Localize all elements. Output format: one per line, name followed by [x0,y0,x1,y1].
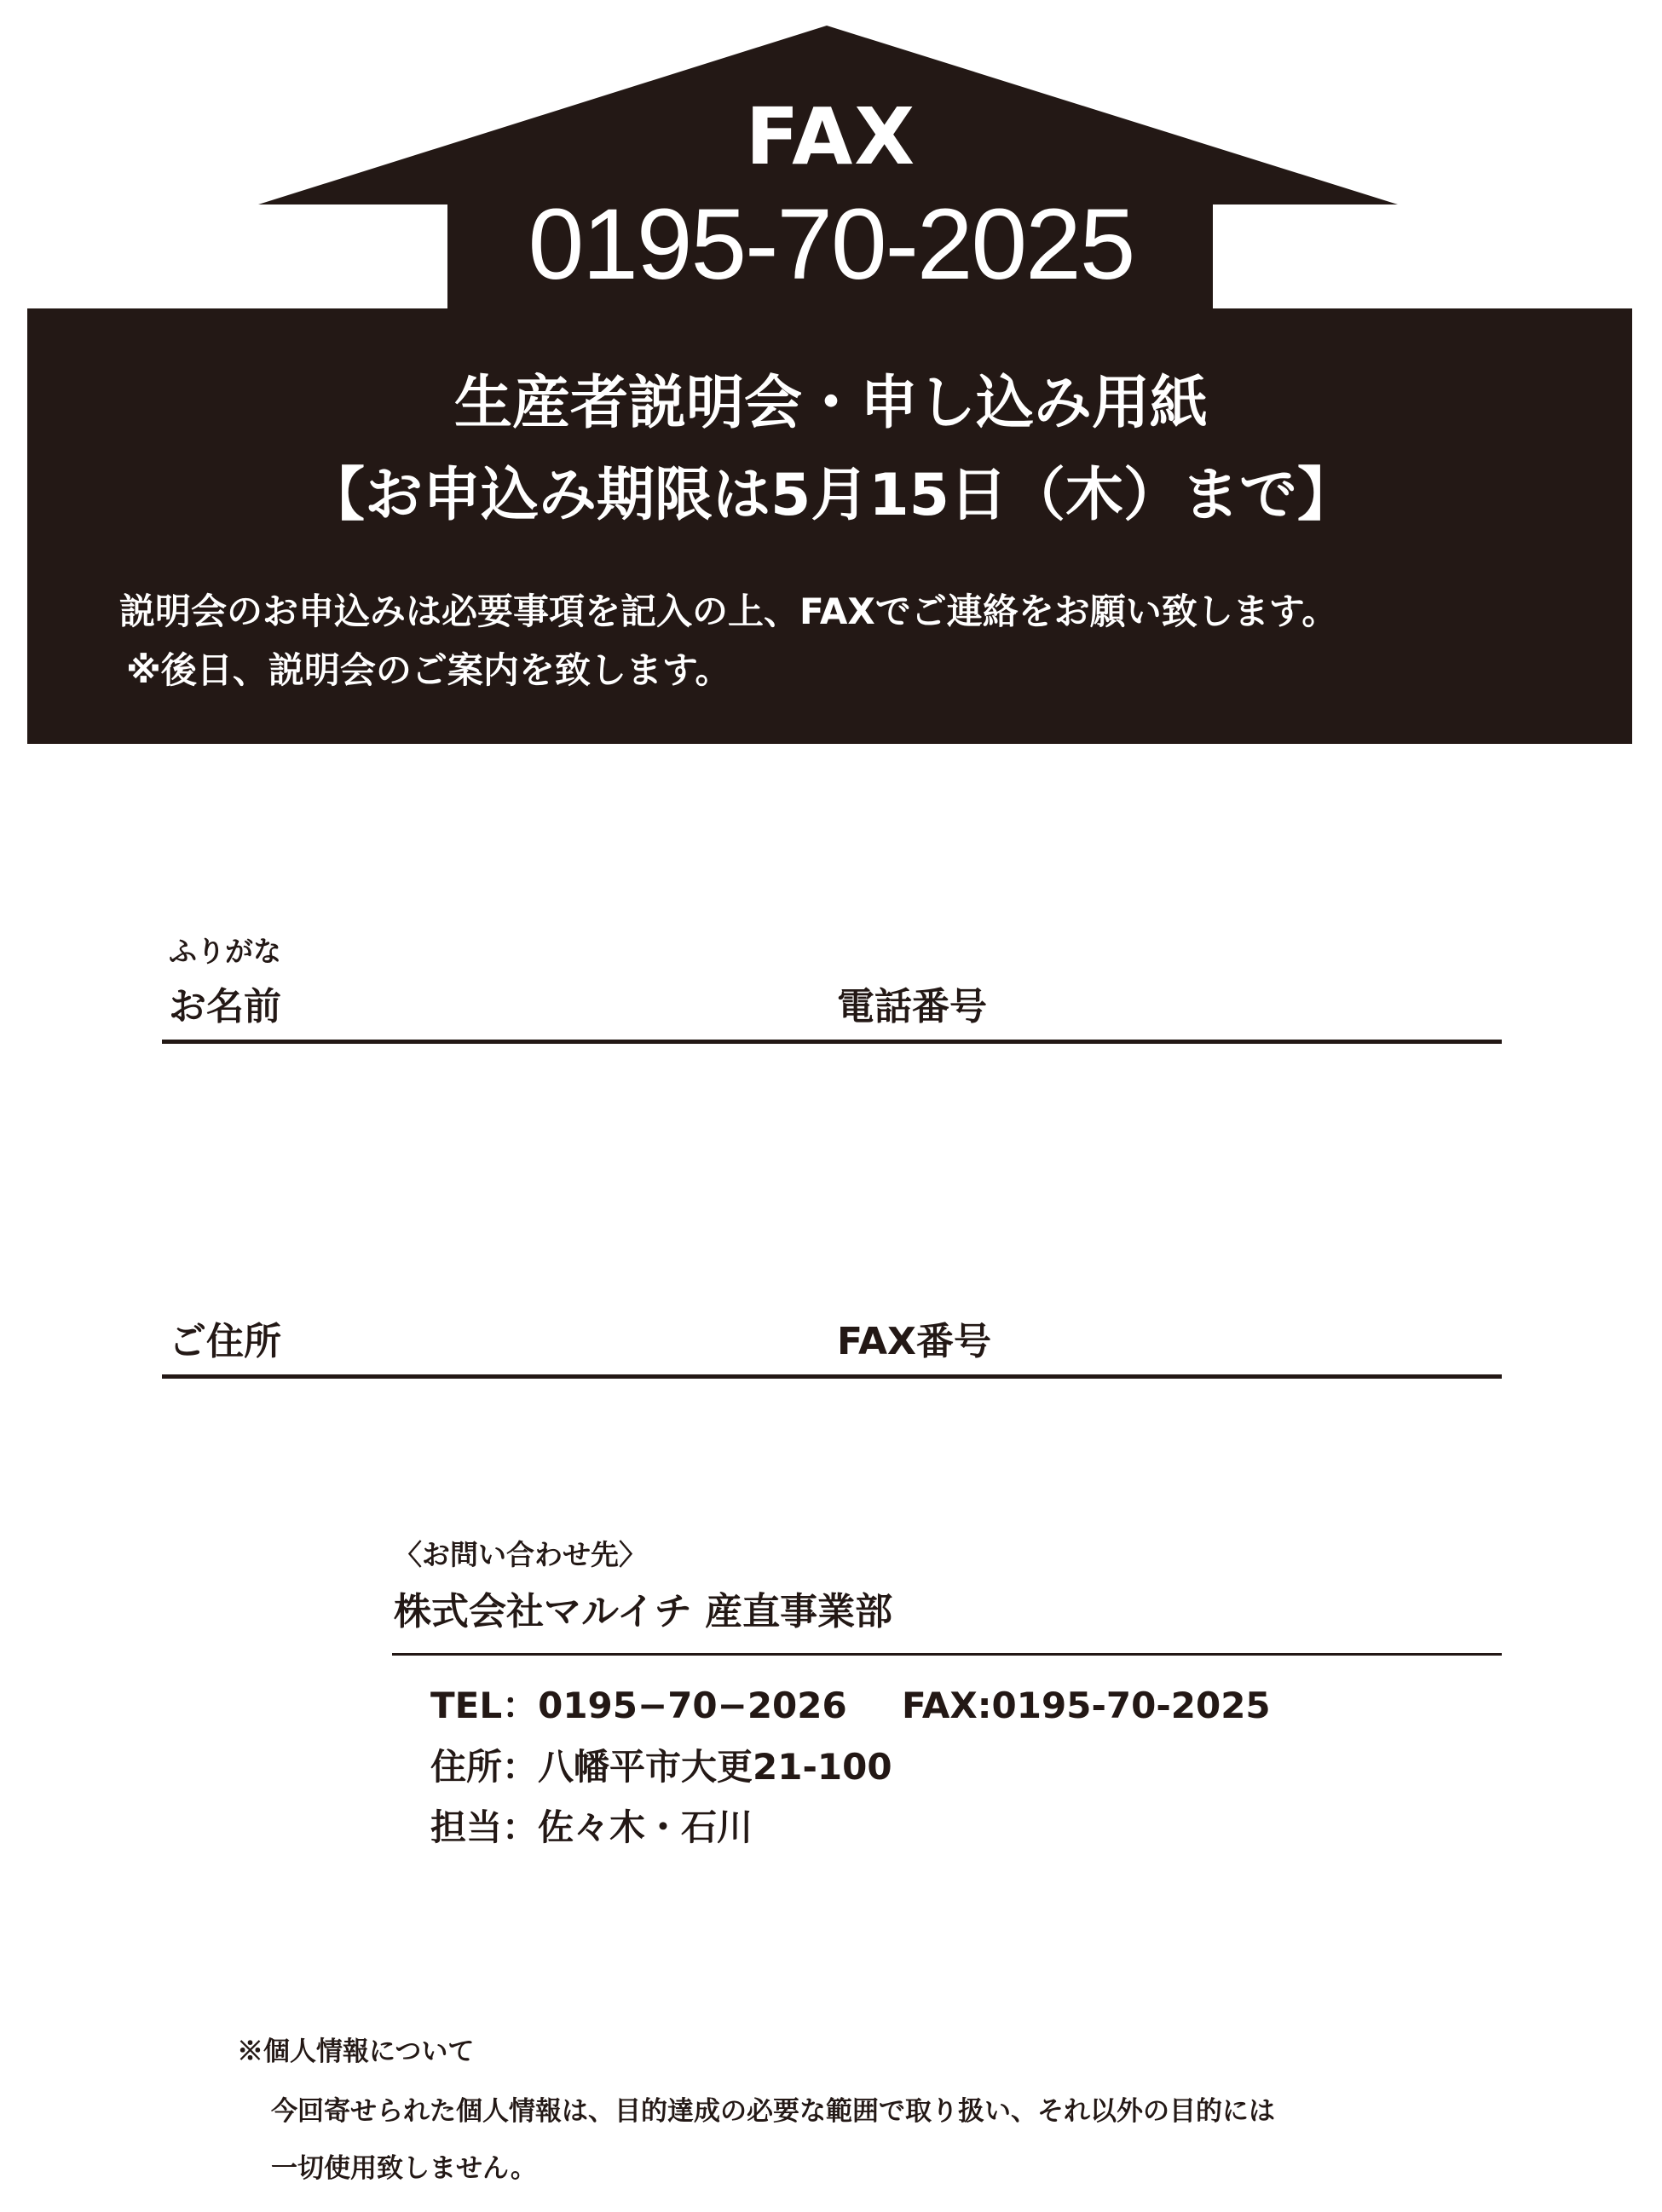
contact-divider [392,1653,1502,1656]
privacy-text-line1: 今回寄せられた個人情報は、目的達成の必要な範囲で取り扱い、それ以外の目的には [271,2096,1275,2127]
form-title: 生産者説明会・申し込み用紙 [453,370,1208,437]
deadline-notice: 【お申込み期限は5月15日（木）まで】 [307,462,1355,529]
address-label: ご住所 [169,1320,281,1363]
contact-person: 担当：佐々木・石川 [430,1806,753,1848]
fax-label: FAX [745,91,917,182]
contact-fax: FAX:0195-70-2025 [902,1685,1271,1726]
contact-heading: 〈お問い合わせ先〉 [394,1538,647,1571]
address-fax-field-line[interactable] [162,1374,1502,1379]
fax-number-label: FAX番号 [837,1320,991,1363]
phone-label: 電話番号 [837,985,987,1028]
contact-tel: TEL：0195−70−2026 [430,1685,847,1726]
instruction-note: ※後日、説明会のご案内を致します。 [126,649,731,691]
contact-address: 住所：八幡平市大更21-100 [430,1746,892,1788]
privacy-text-line2: 一切使用致しません。 [271,2153,537,2184]
name-label: お名前 [169,985,281,1028]
instruction-text: 説明会のお申込みは必要事項を記入の上、FAXでご連絡をお願い致します。 [119,590,1338,632]
privacy-heading: ※個人情報について [237,2036,475,2067]
company-name: 株式会社マルイチ 産直事業部 [394,1590,893,1633]
fax-number: 0195-70-2025 [528,188,1134,301]
furigana-label: ふりがな [169,935,281,968]
name-phone-field-line[interactable] [162,1040,1502,1044]
